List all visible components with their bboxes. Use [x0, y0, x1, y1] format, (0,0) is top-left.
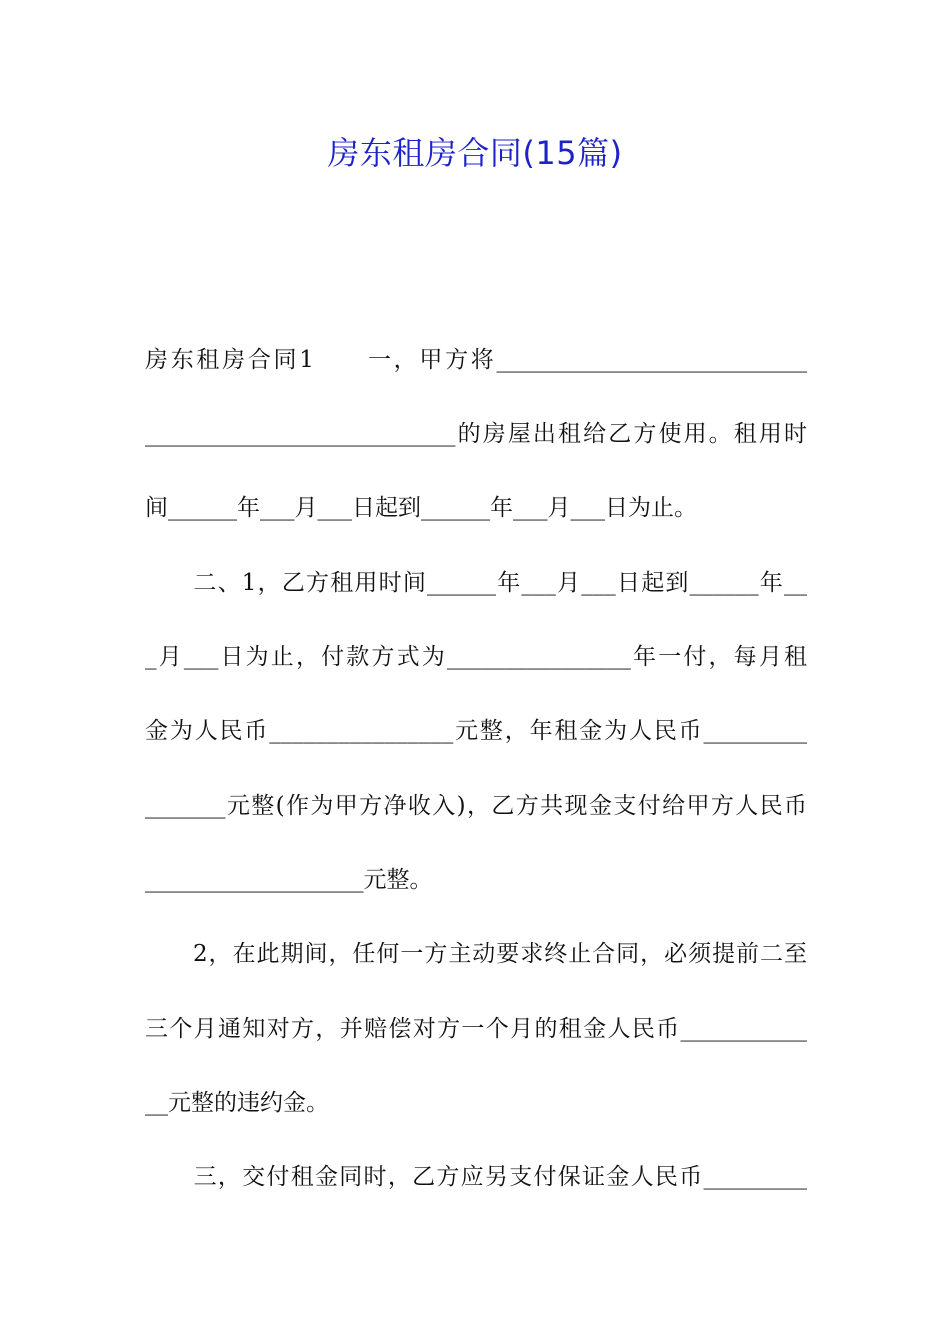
paragraph-line-9: 2，在此期间，任何一方主动要求终止合同，必须提前二至 [145, 941, 807, 967]
paragraph-line-6: 金为人民币________________元整，年租金为人民币_________ [145, 718, 807, 744]
paragraph-line-12: 三，交付租金同时，乙方应另支付保证金人民币_________ [145, 1164, 807, 1190]
paragraph-line-5: _月___日为止，付款方式为________________年一付，每月租 [145, 644, 807, 670]
paragraph-line-3: 间______年___月___日起到______年___月___日为止。 [145, 495, 697, 521]
paragraph-line-1: 房东租房合同1 一，甲方将___________________________ [145, 347, 807, 373]
paragraph-line-8: ___________________元整。 [145, 867, 433, 893]
paragraph-line-2: ___________________________的房屋出租给乙方使用。租用时 [145, 421, 807, 447]
paragraph-line-7: _______元整(作为甲方净收入)，乙方共现金支付给甲方人民币 [145, 793, 807, 819]
document-title: 房东租房合同(15篇) [327, 134, 623, 172]
paragraph-line-4: 二、1，乙方租用时间______年___月___日起到______年__ [145, 570, 807, 596]
paragraph-line-10: 三个月通知对方，并赔偿对方一个月的租金人民币___________ [145, 1016, 807, 1042]
paragraph-line-11: __元整的违约金。 [145, 1090, 329, 1116]
